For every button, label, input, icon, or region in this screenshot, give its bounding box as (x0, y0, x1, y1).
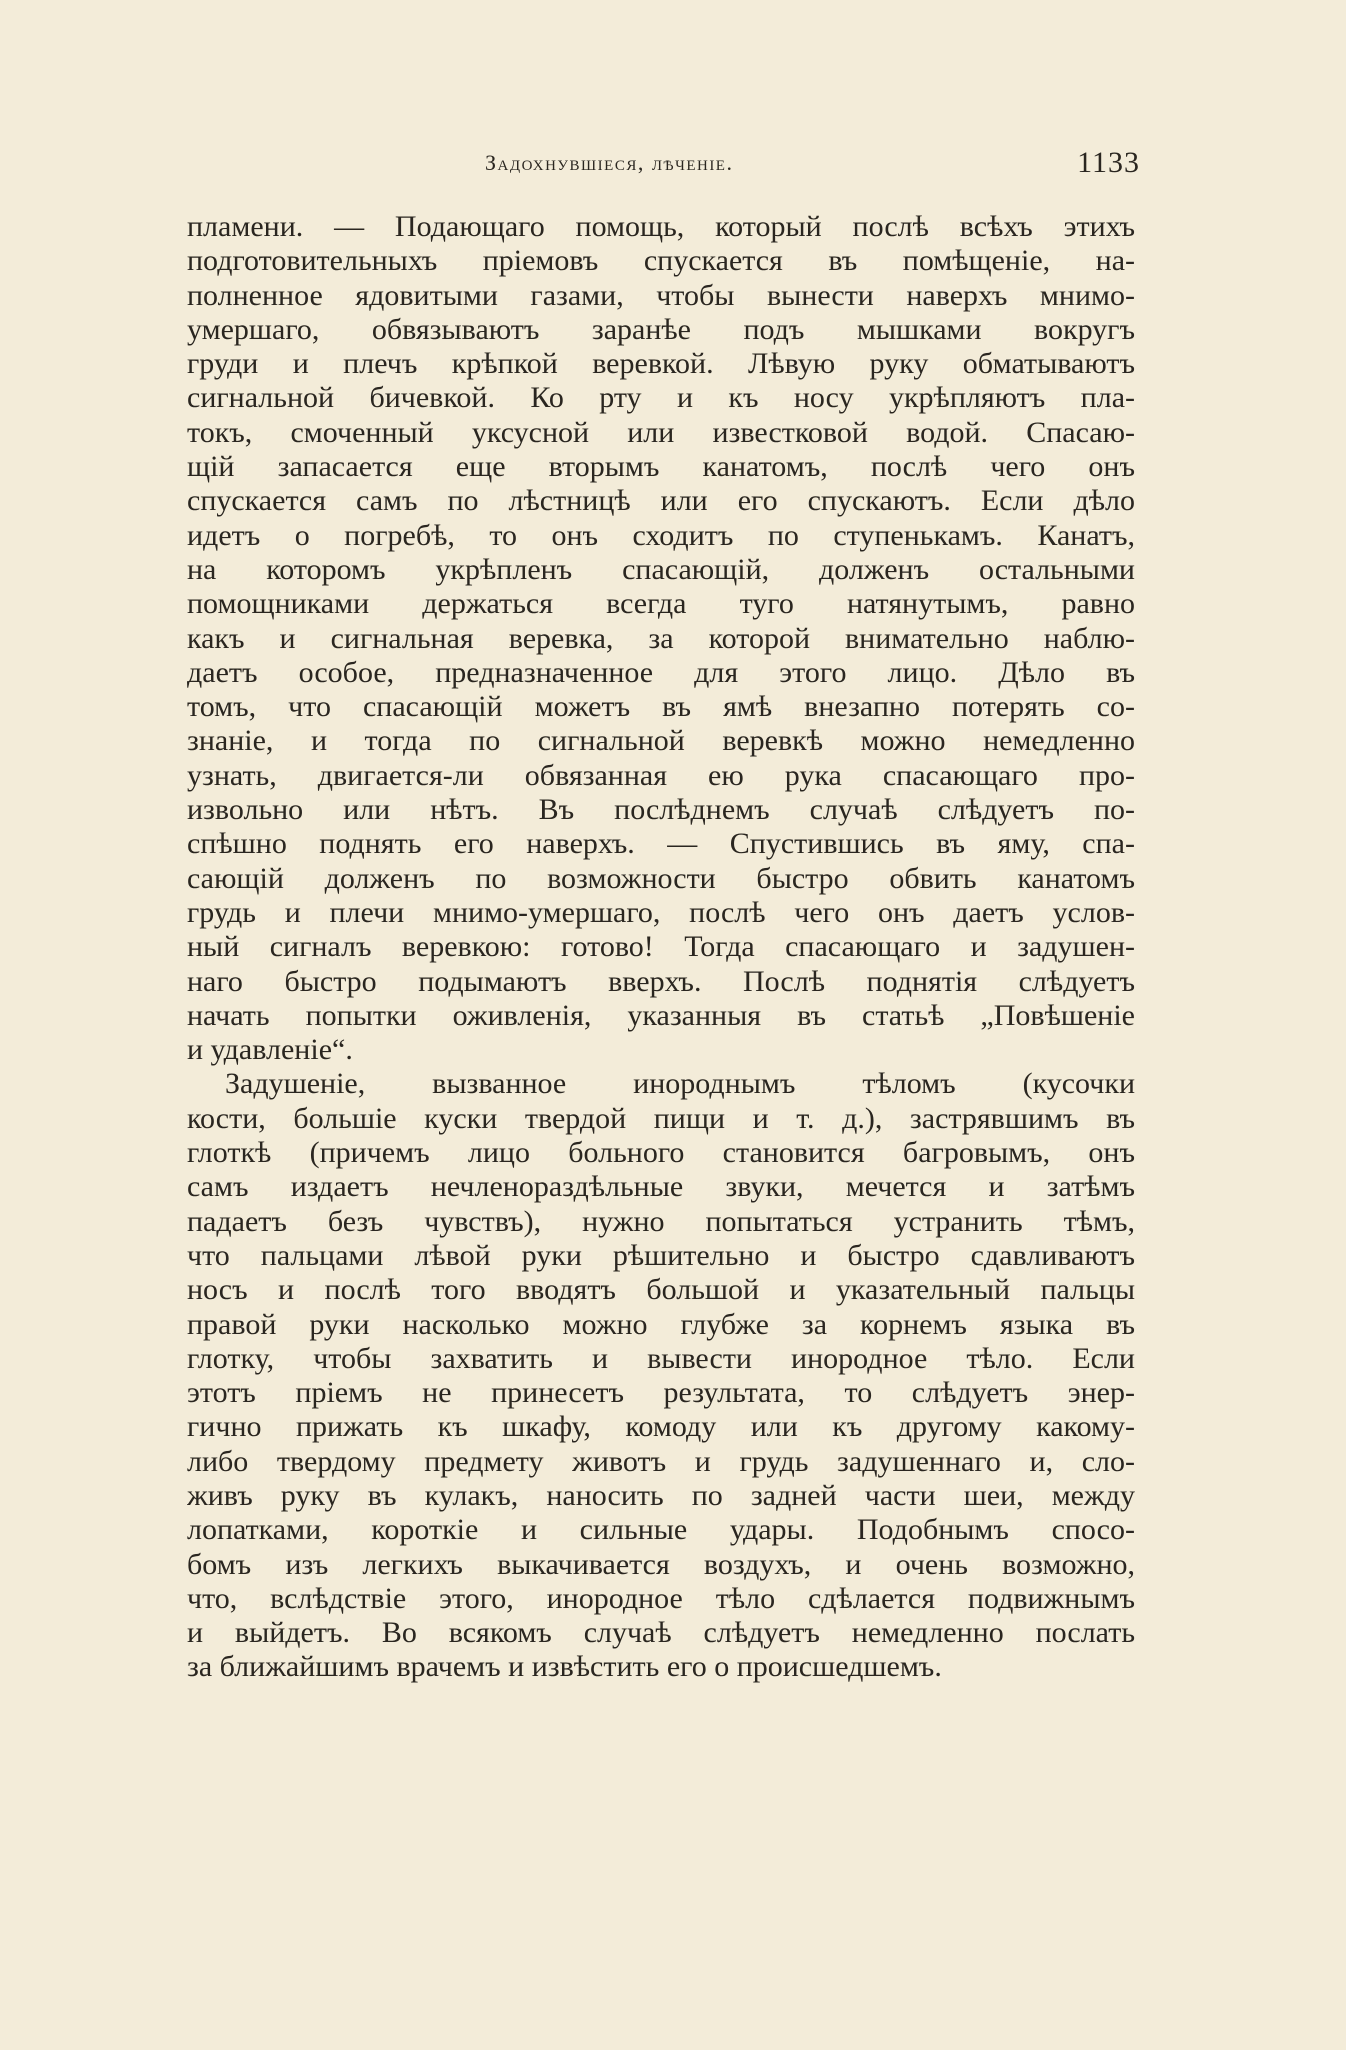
text-line: что пальцами лѣвой руки рѣшительно и быстро сдавливаютъ (187, 1238, 1135, 1272)
paragraph-first-line: Задушеніе, вызванное инороднымъ тѣломъ (кусочки (225, 1067, 1135, 1101)
text-line: сигнальной бичевкой. Ко рту и къ носу укрѣпляютъ пла- (187, 381, 1135, 415)
text-line: пламени. — Подающаго помощь, который послѣ всѣхъ этихъ (187, 210, 1135, 243)
text-line: извольно или нѣтъ. Въ послѣднемъ случаѣ слѣдуетъ по- (187, 793, 1135, 827)
text-line: груди и плечъ крѣпкой веревкой. Лѣвую руку обматываютъ (187, 347, 1135, 381)
text-line: правой руки насколько можно глубже за корнемъ языка въ (187, 1307, 1135, 1341)
text-line: либо твердому предмету животъ и грудь задушеннаго и, сло- (187, 1444, 1135, 1478)
text-line: помощниками держаться всегда туго натянутымъ, равно (187, 587, 1135, 621)
text-line: что, вслѣдствіе этого, инородное тѣло сдѣлается подвижнымъ (187, 1581, 1135, 1615)
text-line: подготовительныхъ пріемовъ спускается въ помѣщеніе, на- (187, 244, 1135, 278)
text-line: самъ издаетъ нечленораздѣльные звуки, мечется и затѣмъ (187, 1170, 1135, 1204)
text-line: носъ и послѣ того вводятъ большой и указательный пальцы (187, 1273, 1135, 1307)
text-line: гично прижать къ шкафу, комоду или къ другому какому- (187, 1410, 1135, 1444)
text-line: и удавленіе“. (187, 1033, 353, 1067)
text-line: глотку, чтобы захватить и вывести инородное тѣло. Если (187, 1341, 1135, 1375)
text-line: даетъ особое, предназначенное для этого лицо. Дѣло въ (187, 655, 1135, 689)
text-line: этотъ пріемъ не принесетъ результата, то слѣдуетъ энер- (187, 1376, 1135, 1410)
text-line: спѣшно поднять его наверхъ. — Спустившись въ яму, спа- (187, 827, 1135, 861)
text-line: знаніе, и тогда по сигнальной веревкѣ можно немедленно (187, 724, 1135, 758)
text-line: умершаго, обвязываютъ заранѣе подъ мышками вокругъ (187, 312, 1135, 346)
text-line: бомъ изъ легкихъ выкачивается воздухъ, и очень возможно, (187, 1547, 1135, 1581)
running-title: Задохнувшіеся, лѣченіе. (485, 150, 734, 175)
text-line: ный сигналъ веревкою: готово! Тогда спасающаго и задушен- (187, 930, 1135, 964)
text-line: идетъ о погребѣ, то онъ сходитъ по ступенькамъ. Канатъ, (187, 518, 1135, 552)
text-line: полненное ядовитыми газами, чтобы вынести наверхъ мнимо- (187, 278, 1135, 312)
text-line: грудь и плечи мнимо-умершаго, послѣ чего онъ даетъ услов- (187, 895, 1135, 929)
text-line: за ближайшимъ врачемъ и извѣстить его о происшедшемъ. (187, 1650, 942, 1684)
text-line: томъ, что спасающій можетъ въ ямѣ внезапно потерять со- (187, 690, 1135, 724)
text-line: глоткѣ (причемъ лицо больного становится багровымъ, онъ (187, 1136, 1135, 1170)
text-line: наго быстро подымаютъ вверхъ. Послѣ поднятія слѣдуетъ (187, 964, 1135, 998)
body-text (187, 210, 1135, 1830)
text-line: живъ руку въ кулакъ, наносить по задней части шеи, между (187, 1478, 1135, 1512)
text-line: спускается самъ по лѣстницѣ или его спускаютъ. Если дѣло (187, 484, 1135, 518)
text-line: начать попытки оживленія, указанныя въ статьѣ „Повѣшеніе (187, 998, 1135, 1032)
text-line: кости, большіе куски твердой пищи и т. д.), застрявшимъ въ (187, 1101, 1135, 1135)
text-line: щій запасается еще вторымъ канатомъ, послѣ чего онъ (187, 450, 1135, 484)
text-line: на которомъ укрѣпленъ спасающій, долженъ остальными (187, 552, 1135, 586)
text-line: лопатками, короткіе и сильные удары. Подобнымъ спосо- (187, 1513, 1135, 1547)
text-line: и выйдетъ. Во всякомъ случаѣ слѣдуетъ немедленно послать (187, 1616, 1135, 1650)
text-line: узнать, двигается-ли обвязанная ею рука спасающаго про- (187, 758, 1135, 792)
page-header (180, 146, 1140, 186)
text-line: токъ, смоченный уксусной или известковой водой. Спасаю- (187, 415, 1135, 449)
text-line: падаетъ безъ чувствъ), нужно попытаться устранить тѣмъ, (187, 1204, 1135, 1238)
text-line: сающій долженъ по возможности быстро обвить канатомъ (187, 861, 1135, 895)
page-number: 1133 (1077, 146, 1140, 179)
text-line: какъ и сигнальная веревка, за которой внимательно наблю- (187, 621, 1135, 655)
